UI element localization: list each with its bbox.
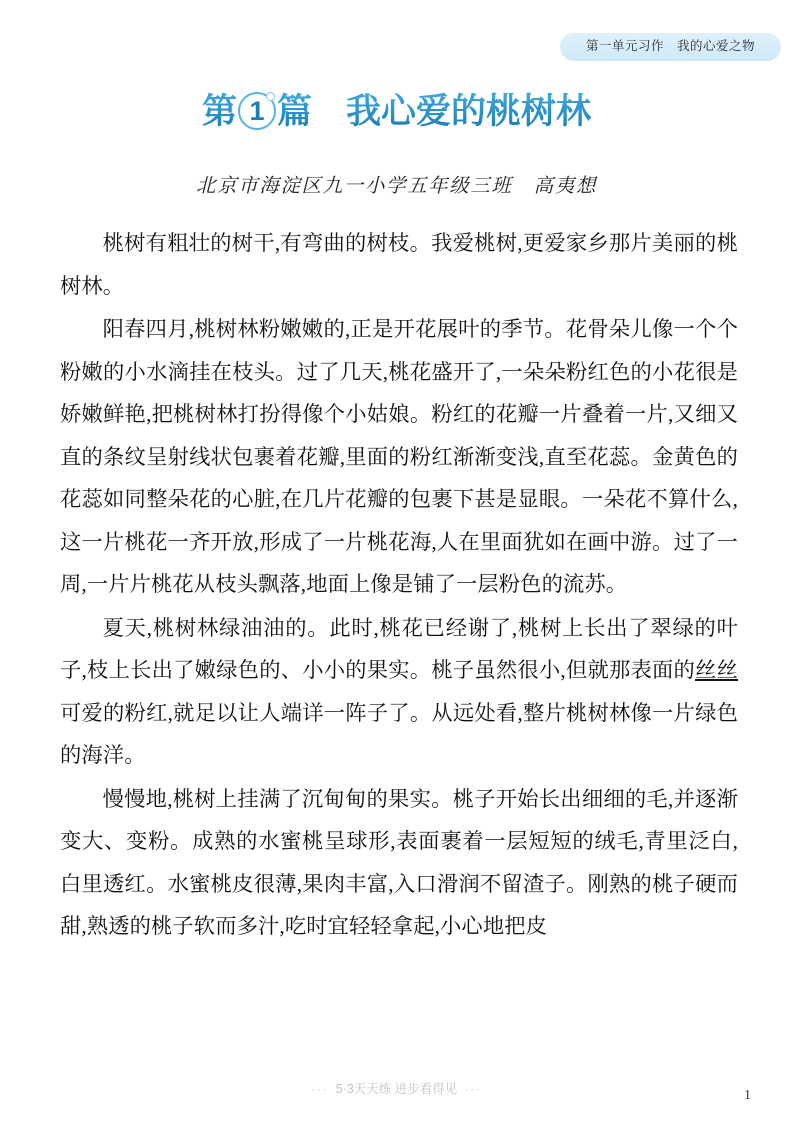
dots-left-icon: ···	[310, 1082, 329, 1096]
paragraph-2: 阳春四月,桃树林粉嫩嫩的,正是开花展叶的季节。花骨朵儿像一个个粉嫩的小水滴挂在枝头。过了几天,桃花盛开了,一朵朵粉红色的小花很是娇嫩鲜艳,把桃树林打扮得像个小姑娘。粉红的花瓣一片叠着一片,又细又直的条纹呈射线状包裹着花瓣,里面的粉红渐渐变浅,直至花蕊。金黄色的花蕊如同整朵花的心脏,在几片花瓣的包裹下甚是显眼。一朵花不算什么,这一片桃花一齐开放,形成了一片桃花海,人在里面犹如在画中游。过了一周,一片片桃花从枝头飘落,地面上像是铺了一层粉色的流苏。	[60, 317, 738, 596]
paragraph-3-part-a: 夏天,桃树林绿油油的。此时,桃花已经谢了,桃树上长出了翠绿的叶子,枝上长出了嫩绿色的、小小的果实。桃子虽然很小,但就那表面的	[60, 615, 738, 682]
byline: 北京市海淀区九一小学五年级三班 高夷想	[196, 176, 597, 197]
footer	[0, 1080, 793, 1104]
header	[560, 33, 781, 61]
bubble-dot-icon	[266, 92, 275, 101]
article-body	[60, 222, 738, 949]
title-prefix: 第	[201, 91, 237, 131]
title-suffix: 篇	[276, 91, 312, 131]
dots-right-icon: ···	[464, 1082, 483, 1096]
page-title	[0, 92, 793, 130]
paragraph-3	[60, 607, 738, 777]
unit-badge: 第一单元习作 我的心爱之物	[560, 33, 781, 61]
paragraph-1: 桃树有粗壮的树干,有弯曲的树枝。我爱桃树,更爱家乡那片美丽的桃树林。	[60, 231, 738, 298]
underlined-term: 丝丝	[695, 658, 738, 682]
footer-brand	[311, 1083, 483, 1096]
paragraph-4: 慢慢地,桃树上挂满了沉甸甸的果实。桃子开始长出细细的毛,并逐渐变大、变粉。成熟的水蜜桃呈球形,表面裹着一层短短的绒毛,青里泛白,白里透红。水蜜桃皮很薄,果肉丰富,入口滑润不留渣子。刚熟的桃子硬而甜,熟透的桃子软而多汁,吃时宜轻轻拿起,小心地把皮	[60, 786, 738, 938]
paragraph-3-part-b: 可爱的粉红,就足以让人端详一阵子了。从远处看,整片桃树林像一片绿色的海洋。	[60, 700, 738, 767]
title-main: 我心爱的桃树林	[346, 91, 592, 131]
title-number: 1	[249, 95, 265, 126]
footer-center	[0, 1080, 793, 1098]
title-number-circle	[238, 92, 276, 130]
title-line	[202, 92, 591, 130]
footer-brand-text: 5·3天天练 进步看得见	[335, 1081, 458, 1096]
page-number: 1	[744, 1088, 751, 1103]
